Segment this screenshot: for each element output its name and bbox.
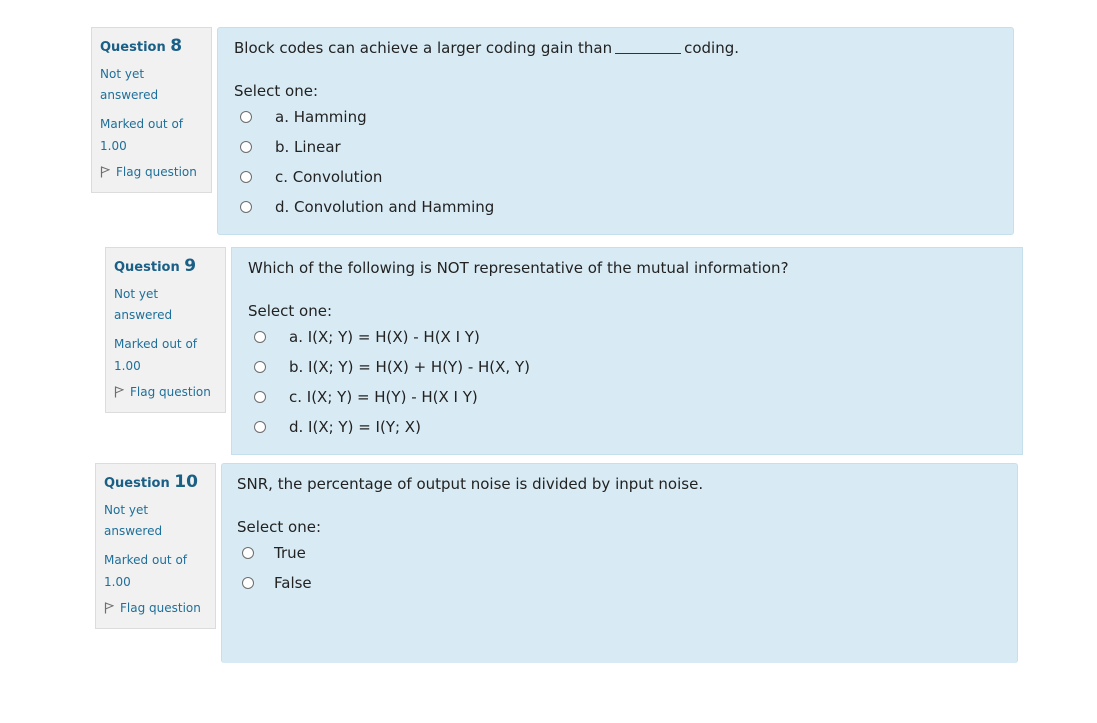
answer-option-label: True: [274, 544, 306, 562]
answer-option-c[interactable]: [254, 388, 478, 406]
flag-question-label: Flag question: [130, 385, 211, 399]
question-content-9: [231, 247, 1023, 455]
answer-option-true[interactable]: [242, 544, 306, 562]
answer-option-label: d. Convolution and Hamming: [275, 198, 495, 216]
answer-option-label: a. Hamming: [275, 108, 367, 126]
marked-label: Marked out of: [100, 117, 184, 131]
radio-icon[interactable]: [240, 171, 252, 183]
question-text-after: coding.: [684, 39, 740, 57]
answer-option-label: False: [274, 574, 312, 592]
marked-value: 1.00: [100, 139, 127, 153]
radio-icon[interactable]: [254, 421, 266, 433]
answer-blank: [615, 53, 681, 54]
select-one-prompt: Select one:: [237, 518, 322, 536]
radio-icon[interactable]: [254, 331, 266, 343]
flag-icon: [100, 166, 110, 178]
marked-value: 1.00: [104, 575, 131, 589]
answer-option-label: c. I(X; Y) = H(Y) - H(X I Y): [289, 388, 478, 406]
question-text: SNR, the percentage of output noise is divided by input noise.: [237, 475, 704, 493]
answer-option-d[interactable]: [254, 418, 421, 436]
flag-question-button[interactable]: [114, 385, 217, 399]
select-one-prompt: Select one:: [248, 302, 333, 320]
radio-icon[interactable]: [240, 141, 252, 153]
answer-option-label: a. I(X; Y) = H(X) - H(X I Y): [289, 328, 480, 346]
answer-option-b[interactable]: [254, 358, 530, 376]
question-info-8: [91, 27, 212, 193]
flag-icon: [114, 386, 124, 398]
question-state: Not yet answered: [104, 503, 163, 538]
question-text: Which of the following is NOT representative of the mutual information?: [248, 259, 789, 277]
question-number-value: 9: [184, 256, 197, 276]
flag-question-button[interactable]: [100, 165, 203, 179]
answer-option-label: b. I(X; Y) = H(X) + H(Y) - H(X, Y): [289, 358, 530, 376]
radio-icon[interactable]: [240, 111, 252, 123]
question-text-before: Block codes can achieve a larger coding gain than: [234, 39, 613, 57]
question-number: [104, 473, 207, 493]
question-number: [100, 37, 203, 57]
answer-option-a[interactable]: [240, 108, 367, 126]
question-info-10: [95, 463, 216, 629]
flag-question-label: Flag question: [120, 601, 201, 615]
question-content-8: [217, 27, 1014, 235]
answer-option-false[interactable]: [242, 574, 312, 592]
question-content-10: [221, 463, 1018, 663]
question-number-prefix: Question: [100, 40, 166, 55]
answer-option-label: d. I(X; Y) = I(Y; X): [289, 418, 421, 436]
question-grade: [100, 113, 200, 157]
question-text: [234, 39, 739, 57]
question-number-prefix: Question: [114, 260, 180, 275]
answer-option-b[interactable]: [240, 138, 341, 156]
radio-icon[interactable]: [242, 547, 254, 559]
question-number-value: 8: [170, 36, 183, 56]
question-info-9: [105, 247, 226, 413]
radio-icon[interactable]: [240, 201, 252, 213]
flag-question-label: Flag question: [116, 165, 197, 179]
answer-option-c[interactable]: [240, 168, 382, 186]
marked-value: 1.00: [114, 359, 141, 373]
question-number-value: 10: [174, 472, 198, 492]
answer-option-a[interactable]: [254, 328, 480, 346]
answer-option-label: b. Linear: [275, 138, 341, 156]
question-state: Not yet answered: [100, 67, 159, 102]
marked-label: Marked out of: [104, 553, 188, 567]
marked-label: Marked out of: [114, 337, 198, 351]
question-grade: [104, 549, 204, 593]
answer-option-d[interactable]: [240, 198, 494, 216]
flag-icon: [104, 602, 114, 614]
flag-question-button[interactable]: [104, 601, 207, 615]
radio-icon[interactable]: [254, 391, 266, 403]
question-grade: [114, 333, 214, 377]
radio-icon[interactable]: [254, 361, 266, 373]
select-one-prompt: Select one:: [234, 82, 319, 100]
question-state: Not yet answered: [114, 287, 173, 322]
answer-option-label: c. Convolution: [275, 168, 383, 186]
question-number: [114, 257, 217, 277]
question-number-prefix: Question: [104, 476, 170, 491]
radio-icon[interactable]: [242, 577, 254, 589]
